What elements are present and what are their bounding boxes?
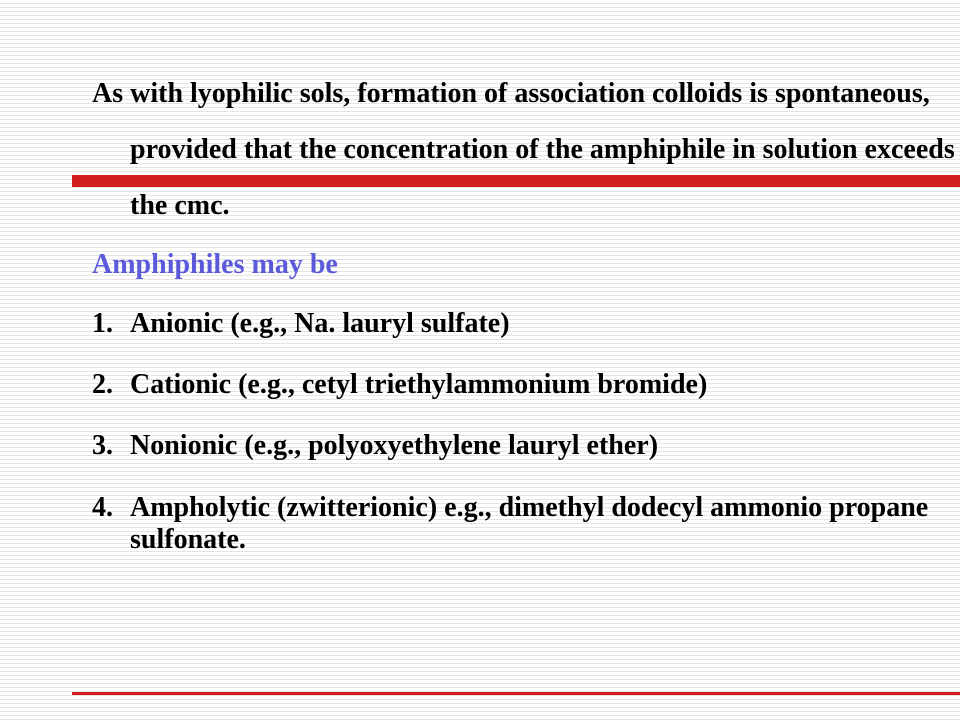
list-item <box>92 492 942 556</box>
list-item-number: 3. <box>92 430 113 461</box>
list-item-text: Cationic (e.g., cetyl triethylammonium bromide) <box>130 369 708 400</box>
list-item <box>92 370 942 400</box>
list-item-text: Nonionic (e.g., polyoxyethylene lauryl ether) <box>130 430 659 461</box>
list-item <box>92 431 942 461</box>
amphiphile-types-list <box>92 309 942 587</box>
list-item-text: Ampholytic (zwitterionic) e.g., dimethyl dodecyl ammonio propane sulfonate. <box>130 492 929 555</box>
list-item-number: 4. <box>92 492 113 523</box>
intro-paragraph: As with lyophilic sols, formation of association colloids is spontaneous, provided that the concentration of the amphiphile in solution exceeds the cmc. <box>92 78 955 221</box>
list-item <box>92 309 942 339</box>
list-item-number: 2. <box>92 369 113 400</box>
amphiphiles-heading: Amphiphiles may be <box>92 249 338 280</box>
list-item-text: Anionic (e.g., Na. lauryl sulfate) <box>130 308 510 339</box>
list-item-number: 1. <box>92 308 113 339</box>
